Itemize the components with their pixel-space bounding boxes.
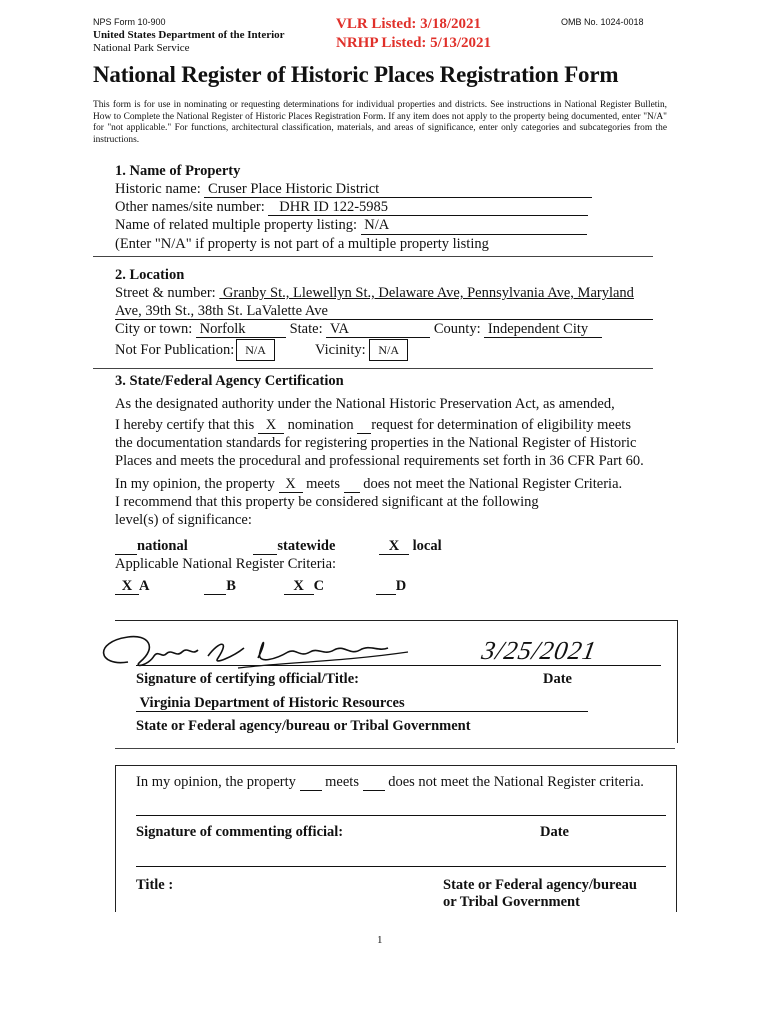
- certifying-agency-value: Virginia Department of Historic Resources: [136, 696, 588, 712]
- certifying-date-label: Date: [543, 671, 572, 687]
- section-3-heading: 3. State/Federal Agency Certification: [115, 373, 344, 389]
- certify-line-3: Places and meets the procedural and professional requirements set forth in 36 CFR Part 60.: [115, 453, 644, 470]
- agency-value-row: [136, 694, 588, 712]
- section-divider: [93, 256, 653, 257]
- certify-line-2: the documentation standards for registering properties in the National Register of Historic: [115, 435, 637, 452]
- national-label: national: [137, 538, 188, 554]
- does-not-meet-label: does not meet the National Register Criteria.: [363, 476, 623, 493]
- comment-agency-label-1: State or Federal agency/bureau: [443, 877, 637, 893]
- recommend-line-1: I recommend that this property be considered significant at the following: [115, 494, 539, 511]
- comment-meets-checkmark[interactable]: [300, 775, 322, 791]
- multiple-listing-label: Name of related multiple property listing:: [115, 217, 358, 234]
- does-not-meet-checkmark[interactable]: [344, 477, 360, 493]
- section-divider: [115, 748, 675, 749]
- signature-line: [136, 665, 661, 666]
- nrhp-listed-stamp: NRHP Listed: 5/13/2021: [336, 35, 492, 51]
- comment-does-not-meet-label: does not meet the National Register criteria.: [388, 774, 644, 790]
- nomination-checkmark[interactable]: X: [258, 418, 284, 434]
- comment-opinion-text: In my opinion, the property: [136, 774, 296, 790]
- request-checkmark[interactable]: [357, 418, 371, 434]
- request-label: request for determination of eligibility meets: [371, 417, 631, 433]
- certify-text: I hereby certify that this: [115, 417, 255, 433]
- county-field: Independent City: [484, 322, 602, 338]
- omb-number: OMB No. 1024-0018: [561, 17, 644, 27]
- criterion-b-checkmark[interactable]: [204, 579, 226, 595]
- meets-checkmark[interactable]: X: [279, 477, 303, 493]
- other-names-label: Other names/site number:: [115, 199, 265, 216]
- department-name: United States Department of the Interior: [93, 29, 285, 41]
- comment-signature-label: Signature of commenting official:: [136, 824, 344, 840]
- street-value-line1: Granby St., Llewellyn St., Delaware Ave, Pennsylvania Ave, Maryland: [222, 285, 634, 301]
- form-title: National Register of Historic Places Registration Form: [93, 62, 619, 87]
- certifying-signature-label: Signature of certifying official/Title:: [136, 671, 359, 687]
- county-label: County:: [433, 321, 481, 338]
- comment-agency-label-2: or Tribal Government: [443, 894, 580, 910]
- national-checkmark[interactable]: [115, 539, 137, 555]
- comment-signature-line: [136, 815, 666, 816]
- criteria-row: [115, 577, 615, 595]
- criteria-label: Applicable National Register Criteria:: [115, 556, 337, 572]
- section-divider: [93, 368, 653, 369]
- statewide-checkmark[interactable]: [253, 539, 277, 555]
- meets-label: meets: [306, 476, 340, 493]
- state-label: State:: [289, 321, 323, 338]
- criterion-d-checkmark[interactable]: [376, 579, 396, 595]
- state-field: VA: [326, 322, 430, 338]
- section-2-location: [115, 266, 675, 338]
- criterion-c-checkmark[interactable]: X: [284, 579, 314, 595]
- historic-name-label: Historic name:: [115, 181, 201, 197]
- section-1-name-of-property: [115, 162, 675, 253]
- vicinity-box[interactable]: N/A: [369, 339, 408, 361]
- significance-levels: [115, 537, 615, 555]
- page-number: 1: [377, 934, 383, 946]
- not-for-publication-row: [115, 339, 275, 361]
- section-1-heading: 1. Name of Property: [115, 163, 241, 179]
- multiple-listing-field: N/A: [361, 218, 587, 234]
- recommend-line-2: level(s) of significance:: [115, 512, 252, 529]
- form-intro: This form is for use in nominating or requesting determinations for individual properties and districts. See instructions in National Register Bulletin, How to Complete the National Register of Historic Places Registration Form. If any item does not apply to the property being documented, enter "N/A" for "not applicable." For functions, architectural classification, materials, and areas of significance, enter only categories and subcategories from the instructions.: [93, 100, 667, 145]
- criterion-b-label: B: [226, 578, 236, 594]
- other-names-field: DHR ID 122-5985: [268, 200, 588, 216]
- not-for-publication-label: Not For Publication:: [115, 342, 235, 358]
- section-2-heading: 2. Location: [115, 267, 185, 283]
- handwritten-date: 3/25/2021: [479, 636, 600, 665]
- comment-title-label: Title :: [136, 877, 174, 893]
- vicinity-row: [315, 339, 408, 361]
- comment-does-not-meet-checkmark[interactable]: [363, 775, 385, 791]
- nomination-label: nomination: [287, 417, 354, 433]
- city-field: Norfolk: [196, 322, 286, 338]
- not-for-publication-box[interactable]: N/A: [236, 339, 275, 361]
- criterion-c-label: C: [313, 578, 325, 594]
- service-name: National Park Service: [93, 42, 190, 54]
- form-number: NPS Form 10-900: [93, 17, 166, 27]
- multiple-listing-note: (Enter "N/A" if property is not part of a multiple property listing: [115, 235, 489, 252]
- certifying-agency-label: State or Federal agency/bureau or Tribal Government: [136, 718, 471, 734]
- comment-title-line: [136, 866, 666, 867]
- vlr-listed-stamp: VLR Listed: 3/18/2021: [336, 16, 482, 32]
- opinion-text: In my opinion, the property: [115, 476, 275, 493]
- street-value-line2: Ave, 39th St., 38th St. LaValette Ave: [115, 304, 653, 320]
- city-label: City or town:: [115, 321, 193, 338]
- local-checkmark[interactable]: X: [379, 539, 409, 555]
- vicinity-label: Vicinity:: [315, 342, 366, 358]
- comment-meets-label: meets: [325, 774, 359, 790]
- authority-statement: As the designated authority under the National Historic Preservation Act, as amended,: [115, 396, 615, 412]
- comment-opinion-row: [136, 773, 644, 791]
- criterion-a-label: A: [139, 578, 149, 594]
- section-3-certification: [115, 372, 675, 529]
- street-label: Street & number:: [115, 285, 216, 301]
- criterion-a-checkmark[interactable]: X: [115, 579, 139, 595]
- local-label: local: [412, 538, 442, 554]
- comment-date-label: Date: [540, 824, 569, 840]
- historic-name-field: Cruser Place Historic District: [204, 182, 592, 198]
- statewide-label: statewide: [277, 538, 336, 554]
- criterion-d-label: D: [395, 578, 407, 594]
